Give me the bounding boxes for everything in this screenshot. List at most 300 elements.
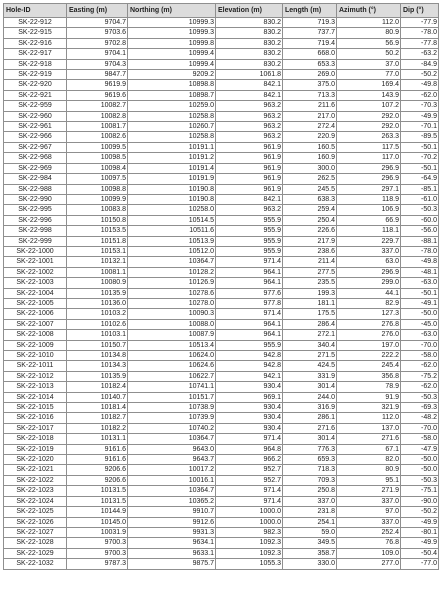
cell-dip: -89.5 bbox=[401, 132, 439, 142]
cell-hole-id: SK-22-1005 bbox=[4, 298, 67, 308]
cell-length: 271.6 bbox=[283, 423, 337, 433]
cell-hole-id: SK-22-1032 bbox=[4, 559, 67, 569]
cell-easting: 10182.2 bbox=[67, 423, 128, 433]
cell-easting: 9847.7 bbox=[67, 70, 128, 80]
cell-azimuth: 277.0 bbox=[337, 559, 401, 569]
table-row bbox=[4, 434, 439, 444]
cell-northing: 10365.2 bbox=[128, 496, 216, 506]
cell-dip: -62.0 bbox=[401, 361, 439, 371]
cell-elevation: 930.4 bbox=[216, 423, 283, 433]
cell-easting: 10098.5 bbox=[67, 153, 128, 163]
cell-elevation: 961.9 bbox=[216, 153, 283, 163]
cell-length: 269.0 bbox=[283, 70, 337, 80]
cell-dip: -63.0 bbox=[401, 330, 439, 340]
cell-easting: 10099.5 bbox=[67, 142, 128, 152]
header-azimuth: Azimuth (°) bbox=[337, 4, 401, 18]
cell-easting: 10080.9 bbox=[67, 278, 128, 288]
cell-length: 659.3 bbox=[283, 455, 337, 465]
cell-elevation: 963.2 bbox=[216, 122, 283, 132]
cell-length: 300.0 bbox=[283, 163, 337, 173]
table-row bbox=[4, 38, 439, 48]
cell-northing: 10898.8 bbox=[128, 80, 216, 90]
cell-azimuth: 118.1 bbox=[337, 226, 401, 236]
cell-dip: -75.1 bbox=[401, 486, 439, 496]
cell-easting: 9787.3 bbox=[67, 559, 128, 569]
table-row bbox=[4, 49, 439, 59]
cell-hole-id: SK-22-1008 bbox=[4, 330, 67, 340]
cell-dip: -78.0 bbox=[401, 246, 439, 256]
cell-azimuth: 337.0 bbox=[337, 517, 401, 527]
cell-hole-id: SK-22-988 bbox=[4, 184, 67, 194]
cell-azimuth: 337.0 bbox=[337, 246, 401, 256]
cell-hole-id: SK-22-1015 bbox=[4, 403, 67, 413]
table-row bbox=[4, 215, 439, 225]
cell-length: 160.5 bbox=[283, 142, 337, 152]
cell-length: 301.4 bbox=[283, 382, 337, 392]
cell-easting: 10131.5 bbox=[67, 496, 128, 506]
cell-elevation: 964.1 bbox=[216, 319, 283, 329]
cell-northing: 10260.7 bbox=[128, 122, 216, 132]
cell-northing: 10999.4 bbox=[128, 49, 216, 59]
cell-dip: -69.3 bbox=[401, 403, 439, 413]
cell-azimuth: 127.3 bbox=[337, 309, 401, 319]
cell-dip: -50.2 bbox=[401, 507, 439, 517]
cell-length: 250.4 bbox=[283, 215, 337, 225]
cell-hole-id: SK-22-1017 bbox=[4, 423, 67, 433]
cell-northing: 10128.2 bbox=[128, 267, 216, 277]
table-row bbox=[4, 80, 439, 90]
cell-easting: 10136.0 bbox=[67, 298, 128, 308]
cell-length: 713.3 bbox=[283, 90, 337, 100]
cell-easting: 10153.1 bbox=[67, 246, 128, 256]
cell-elevation: 942.1 bbox=[216, 371, 283, 381]
cell-length: 638.3 bbox=[283, 194, 337, 204]
cell-northing: 9912.6 bbox=[128, 517, 216, 527]
table-row bbox=[4, 90, 439, 100]
cell-dip: -47.9 bbox=[401, 444, 439, 454]
cell-hole-id: SK-22-1024 bbox=[4, 496, 67, 506]
table-row bbox=[4, 517, 439, 527]
table-row bbox=[4, 413, 439, 423]
cell-length: 231.8 bbox=[283, 507, 337, 517]
cell-dip: -50.0 bbox=[401, 309, 439, 319]
cell-hole-id: SK-22-1025 bbox=[4, 507, 67, 517]
cell-dip: -90.0 bbox=[401, 496, 439, 506]
cell-dip: -50.3 bbox=[401, 392, 439, 402]
cell-hole-id: SK-22-959 bbox=[4, 101, 67, 111]
cell-northing: 10191.1 bbox=[128, 142, 216, 152]
table-row bbox=[4, 351, 439, 361]
cell-azimuth: 222.2 bbox=[337, 351, 401, 361]
cell-azimuth: 107.2 bbox=[337, 101, 401, 111]
cell-azimuth: 66.9 bbox=[337, 215, 401, 225]
cell-easting: 9161.6 bbox=[67, 455, 128, 465]
cell-dip: -62.0 bbox=[401, 90, 439, 100]
cell-length: 286.1 bbox=[283, 413, 337, 423]
cell-azimuth: 76.8 bbox=[337, 538, 401, 548]
table-row bbox=[4, 18, 439, 28]
cell-length: 737.7 bbox=[283, 28, 337, 38]
table-row bbox=[4, 559, 439, 569]
cell-dip: -50.0 bbox=[401, 455, 439, 465]
cell-easting: 9619.6 bbox=[67, 90, 128, 100]
cell-elevation: 1061.8 bbox=[216, 70, 283, 80]
cell-hole-id: SK-22-1010 bbox=[4, 351, 67, 361]
cell-hole-id: SK-22-1013 bbox=[4, 382, 67, 392]
table-row bbox=[4, 465, 439, 475]
cell-azimuth: 292.0 bbox=[337, 122, 401, 132]
cell-northing: 10513.4 bbox=[128, 340, 216, 350]
cell-northing: 10624.6 bbox=[128, 361, 216, 371]
cell-northing: 10278.6 bbox=[128, 288, 216, 298]
cell-northing: 9643.0 bbox=[128, 444, 216, 454]
cell-northing: 10191.9 bbox=[128, 174, 216, 184]
cell-easting: 10153.5 bbox=[67, 226, 128, 236]
cell-elevation: 966.2 bbox=[216, 455, 283, 465]
cell-northing: 10514.5 bbox=[128, 215, 216, 225]
cell-azimuth: 80.9 bbox=[337, 28, 401, 38]
cell-dip: -50.2 bbox=[401, 70, 439, 80]
cell-elevation: 964.1 bbox=[216, 330, 283, 340]
header-easting: Easting (m) bbox=[67, 4, 128, 18]
cell-elevation: 963.2 bbox=[216, 111, 283, 121]
cell-easting: 10102.6 bbox=[67, 319, 128, 329]
cell-dip: -77.0 bbox=[401, 559, 439, 569]
cell-length: 199.3 bbox=[283, 288, 337, 298]
cell-dip: -45.0 bbox=[401, 319, 439, 329]
cell-dip: -88.1 bbox=[401, 236, 439, 246]
cell-easting: 10181.4 bbox=[67, 403, 128, 413]
cell-length: 718.3 bbox=[283, 465, 337, 475]
cell-hole-id: SK-22-1016 bbox=[4, 413, 67, 423]
cell-elevation: 930.4 bbox=[216, 403, 283, 413]
cell-northing: 10364.7 bbox=[128, 486, 216, 496]
cell-easting: 10081.7 bbox=[67, 122, 128, 132]
cell-azimuth: 169.4 bbox=[337, 80, 401, 90]
table-row bbox=[4, 122, 439, 132]
table-row bbox=[4, 527, 439, 537]
cell-length: 262.5 bbox=[283, 174, 337, 184]
table-row bbox=[4, 59, 439, 69]
cell-length: 238.6 bbox=[283, 246, 337, 256]
cell-northing: 10738.9 bbox=[128, 403, 216, 413]
cell-easting: 10134.8 bbox=[67, 351, 128, 361]
cell-elevation: 963.2 bbox=[216, 205, 283, 215]
cell-northing: 10087.9 bbox=[128, 330, 216, 340]
cell-hole-id: SK-22-969 bbox=[4, 163, 67, 173]
cell-easting: 9702.8 bbox=[67, 38, 128, 48]
cell-elevation: 1055.3 bbox=[216, 559, 283, 569]
cell-length: 181.1 bbox=[283, 298, 337, 308]
cell-dip: -62.0 bbox=[401, 382, 439, 392]
cell-azimuth: 197.0 bbox=[337, 340, 401, 350]
cell-elevation: 955.9 bbox=[216, 246, 283, 256]
cell-hole-id: SK-22-912 bbox=[4, 18, 67, 28]
cell-easting: 9704.7 bbox=[67, 18, 128, 28]
table-row bbox=[4, 330, 439, 340]
cell-hole-id: SK-22-984 bbox=[4, 174, 67, 184]
cell-hole-id: SK-22-1003 bbox=[4, 278, 67, 288]
cell-elevation: 955.9 bbox=[216, 236, 283, 246]
cell-elevation: 842.1 bbox=[216, 194, 283, 204]
cell-elevation: 952.7 bbox=[216, 465, 283, 475]
cell-northing: 10258.8 bbox=[128, 132, 216, 142]
cell-elevation: 1000.0 bbox=[216, 507, 283, 517]
cell-northing: 10151.7 bbox=[128, 392, 216, 402]
cell-northing: 10999.4 bbox=[128, 59, 216, 69]
cell-elevation: 964.8 bbox=[216, 444, 283, 454]
cell-hole-id: SK-22-1020 bbox=[4, 455, 67, 465]
cell-hole-id: SK-22-1000 bbox=[4, 246, 67, 256]
cell-azimuth: 296.9 bbox=[337, 174, 401, 184]
cell-length: 286.4 bbox=[283, 319, 337, 329]
cell-dip: -77.9 bbox=[401, 18, 439, 28]
cell-dip: -61.0 bbox=[401, 194, 439, 204]
cell-hole-id: SK-22-1009 bbox=[4, 340, 67, 350]
cell-easting: 10150.8 bbox=[67, 215, 128, 225]
cell-easting: 9206.6 bbox=[67, 475, 128, 485]
cell-northing: 10898.7 bbox=[128, 90, 216, 100]
cell-elevation: 963.2 bbox=[216, 101, 283, 111]
cell-azimuth: 63.0 bbox=[337, 257, 401, 267]
cell-hole-id: SK-22-961 bbox=[4, 122, 67, 132]
cell-dip: -49.9 bbox=[401, 538, 439, 548]
cell-azimuth: 50.2 bbox=[337, 49, 401, 59]
table-row bbox=[4, 309, 439, 319]
cell-length: 226.6 bbox=[283, 226, 337, 236]
cell-length: 340.4 bbox=[283, 340, 337, 350]
cell-easting: 10098.8 bbox=[67, 184, 128, 194]
cell-easting: 10083.8 bbox=[67, 205, 128, 215]
cell-northing: 10258.0 bbox=[128, 205, 216, 215]
cell-hole-id: SK-22-921 bbox=[4, 90, 67, 100]
cell-dip: -84.9 bbox=[401, 59, 439, 69]
cell-length: 709.3 bbox=[283, 475, 337, 485]
cell-dip: -50.3 bbox=[401, 475, 439, 485]
cell-dip: -85.1 bbox=[401, 184, 439, 194]
table-row bbox=[4, 111, 439, 121]
cell-length: 254.1 bbox=[283, 517, 337, 527]
table-row bbox=[4, 267, 439, 277]
cell-northing: 10622.7 bbox=[128, 371, 216, 381]
cell-length: 235.5 bbox=[283, 278, 337, 288]
cell-hole-id: SK-22-1028 bbox=[4, 538, 67, 548]
table-row bbox=[4, 403, 439, 413]
cell-easting: 10082.8 bbox=[67, 111, 128, 121]
cell-hole-id: SK-22-967 bbox=[4, 142, 67, 152]
cell-dip: -75.2 bbox=[401, 371, 439, 381]
table-row bbox=[4, 423, 439, 433]
cell-dip: -49.8 bbox=[401, 80, 439, 90]
cell-dip: -70.2 bbox=[401, 153, 439, 163]
cell-elevation: 961.9 bbox=[216, 184, 283, 194]
cell-dip: -48.2 bbox=[401, 413, 439, 423]
cell-hole-id: SK-22-917 bbox=[4, 49, 67, 59]
cell-easting: 9704.3 bbox=[67, 59, 128, 69]
cell-length: 259.4 bbox=[283, 205, 337, 215]
cell-hole-id: SK-22-1001 bbox=[4, 257, 67, 267]
cell-northing: 9634.1 bbox=[128, 538, 216, 548]
cell-hole-id: SK-22-990 bbox=[4, 194, 67, 204]
cell-elevation: 842.1 bbox=[216, 90, 283, 100]
cell-easting: 10144.9 bbox=[67, 507, 128, 517]
cell-hole-id: SK-22-1011 bbox=[4, 361, 67, 371]
cell-northing: 10258.8 bbox=[128, 111, 216, 121]
cell-azimuth: 299.0 bbox=[337, 278, 401, 288]
cell-dip: -50.4 bbox=[401, 548, 439, 558]
cell-easting: 10082.7 bbox=[67, 101, 128, 111]
cell-azimuth: 82.9 bbox=[337, 298, 401, 308]
cell-azimuth: 292.0 bbox=[337, 111, 401, 121]
cell-elevation: 971.4 bbox=[216, 257, 283, 267]
cell-easting: 10150.7 bbox=[67, 340, 128, 350]
cell-azimuth: 77.0 bbox=[337, 70, 401, 80]
table-row bbox=[4, 475, 439, 485]
cell-easting: 9704.1 bbox=[67, 49, 128, 59]
cell-northing: 9910.7 bbox=[128, 507, 216, 517]
table-row bbox=[4, 455, 439, 465]
cell-hole-id: SK-22-996 bbox=[4, 215, 67, 225]
cell-azimuth: 276.0 bbox=[337, 330, 401, 340]
cell-azimuth: 91.9 bbox=[337, 392, 401, 402]
cell-hole-id: SK-22-995 bbox=[4, 205, 67, 215]
cell-northing: 10259.0 bbox=[128, 101, 216, 111]
cell-azimuth: 143.9 bbox=[337, 90, 401, 100]
cell-easting: 9700.3 bbox=[67, 548, 128, 558]
cell-hole-id: SK-22-920 bbox=[4, 80, 67, 90]
table-row bbox=[4, 486, 439, 496]
table-row bbox=[4, 194, 439, 204]
cell-easting: 10131.5 bbox=[67, 486, 128, 496]
cell-elevation: 961.9 bbox=[216, 174, 283, 184]
cell-hole-id: SK-22-1027 bbox=[4, 527, 67, 537]
table-row bbox=[4, 340, 439, 350]
table-row bbox=[4, 163, 439, 173]
header-hole-id: Hole-ID bbox=[4, 4, 67, 18]
cell-elevation: 977.8 bbox=[216, 298, 283, 308]
table-row bbox=[4, 132, 439, 142]
cell-easting: 10082.6 bbox=[67, 132, 128, 142]
table-row bbox=[4, 246, 439, 256]
cell-elevation: 955.9 bbox=[216, 340, 283, 350]
cell-easting: 10098.4 bbox=[67, 163, 128, 173]
cell-azimuth: 67.1 bbox=[337, 444, 401, 454]
cell-northing: 10090.3 bbox=[128, 309, 216, 319]
cell-hole-id: SK-22-968 bbox=[4, 153, 67, 163]
cell-elevation: 1000.0 bbox=[216, 517, 283, 527]
cell-hole-id: SK-22-966 bbox=[4, 132, 67, 142]
cell-easting: 10182.7 bbox=[67, 413, 128, 423]
cell-hole-id: SK-22-1007 bbox=[4, 319, 67, 329]
cell-elevation: 971.4 bbox=[216, 434, 283, 444]
cell-azimuth: 271.9 bbox=[337, 486, 401, 496]
cell-length: 349.5 bbox=[283, 538, 337, 548]
cell-elevation: 952.7 bbox=[216, 475, 283, 485]
cell-azimuth: 37.0 bbox=[337, 59, 401, 69]
cell-azimuth: 80.9 bbox=[337, 465, 401, 475]
cell-elevation: 982.3 bbox=[216, 527, 283, 537]
cell-elevation: 955.9 bbox=[216, 215, 283, 225]
cell-elevation: 930.4 bbox=[216, 413, 283, 423]
cell-length: 776.3 bbox=[283, 444, 337, 454]
cell-azimuth: 296.9 bbox=[337, 267, 401, 277]
cell-northing: 10017.2 bbox=[128, 465, 216, 475]
cell-easting: 10132.1 bbox=[67, 257, 128, 267]
header-dip: Dip (°) bbox=[401, 4, 439, 18]
cell-dip: -64.9 bbox=[401, 174, 439, 184]
cell-azimuth: 337.0 bbox=[337, 496, 401, 506]
cell-dip: -78.0 bbox=[401, 28, 439, 38]
cell-length: 250.8 bbox=[283, 486, 337, 496]
cell-easting: 10099.9 bbox=[67, 194, 128, 204]
table-row bbox=[4, 548, 439, 558]
cell-azimuth: 106.9 bbox=[337, 205, 401, 215]
cell-northing: 9931.3 bbox=[128, 527, 216, 537]
cell-elevation: 830.2 bbox=[216, 38, 283, 48]
cell-northing: 10191.2 bbox=[128, 153, 216, 163]
cell-elevation: 955.9 bbox=[216, 226, 283, 236]
cell-azimuth: 263.3 bbox=[337, 132, 401, 142]
cell-dip: -49.1 bbox=[401, 298, 439, 308]
cell-northing: 10999.3 bbox=[128, 18, 216, 28]
table-row bbox=[4, 392, 439, 402]
header-elevation: Elevation (m) bbox=[216, 4, 283, 18]
cell-dip: -50.0 bbox=[401, 465, 439, 475]
cell-northing: 10191.4 bbox=[128, 163, 216, 173]
cell-dip: -70.0 bbox=[401, 340, 439, 350]
cell-hole-id: SK-22-1022 bbox=[4, 475, 67, 485]
cell-hole-id: SK-22-1014 bbox=[4, 392, 67, 402]
cell-northing: 10739.9 bbox=[128, 413, 216, 423]
cell-azimuth: 117.5 bbox=[337, 142, 401, 152]
cell-elevation: 830.2 bbox=[216, 28, 283, 38]
cell-azimuth: 112.0 bbox=[337, 413, 401, 423]
cell-northing: 10999.8 bbox=[128, 38, 216, 48]
cell-azimuth: 97.0 bbox=[337, 507, 401, 517]
table-row bbox=[4, 444, 439, 454]
cell-hole-id: SK-22-1029 bbox=[4, 548, 67, 558]
cell-length: 217.0 bbox=[283, 111, 337, 121]
cell-elevation: 961.9 bbox=[216, 163, 283, 173]
cell-hole-id: SK-22-918 bbox=[4, 59, 67, 69]
cell-length: 217.9 bbox=[283, 236, 337, 246]
cell-dip: -58.0 bbox=[401, 351, 439, 361]
cell-length: 330.0 bbox=[283, 559, 337, 569]
cell-hole-id: SK-22-916 bbox=[4, 38, 67, 48]
table-row bbox=[4, 226, 439, 236]
cell-azimuth: 296.9 bbox=[337, 163, 401, 173]
header-northing: Northing (m) bbox=[128, 4, 216, 18]
cell-length: 220.9 bbox=[283, 132, 337, 142]
cell-hole-id: SK-22-1026 bbox=[4, 517, 67, 527]
cell-length: 337.0 bbox=[283, 496, 337, 506]
cell-hole-id: SK-22-919 bbox=[4, 70, 67, 80]
table-row bbox=[4, 507, 439, 517]
table-row bbox=[4, 28, 439, 38]
cell-hole-id: SK-22-960 bbox=[4, 111, 67, 121]
table-row bbox=[4, 361, 439, 371]
cell-northing: 10278.0 bbox=[128, 298, 216, 308]
cell-northing: 10741.1 bbox=[128, 382, 216, 392]
cell-dip: -80.1 bbox=[401, 527, 439, 537]
cell-northing: 10512.0 bbox=[128, 246, 216, 256]
cell-length: 358.7 bbox=[283, 548, 337, 558]
cell-hole-id: SK-22-1002 bbox=[4, 267, 67, 277]
cell-easting: 10103.2 bbox=[67, 309, 128, 319]
cell-northing: 9875.7 bbox=[128, 559, 216, 569]
cell-dip: -56.0 bbox=[401, 226, 439, 236]
cell-length: 271.5 bbox=[283, 351, 337, 361]
